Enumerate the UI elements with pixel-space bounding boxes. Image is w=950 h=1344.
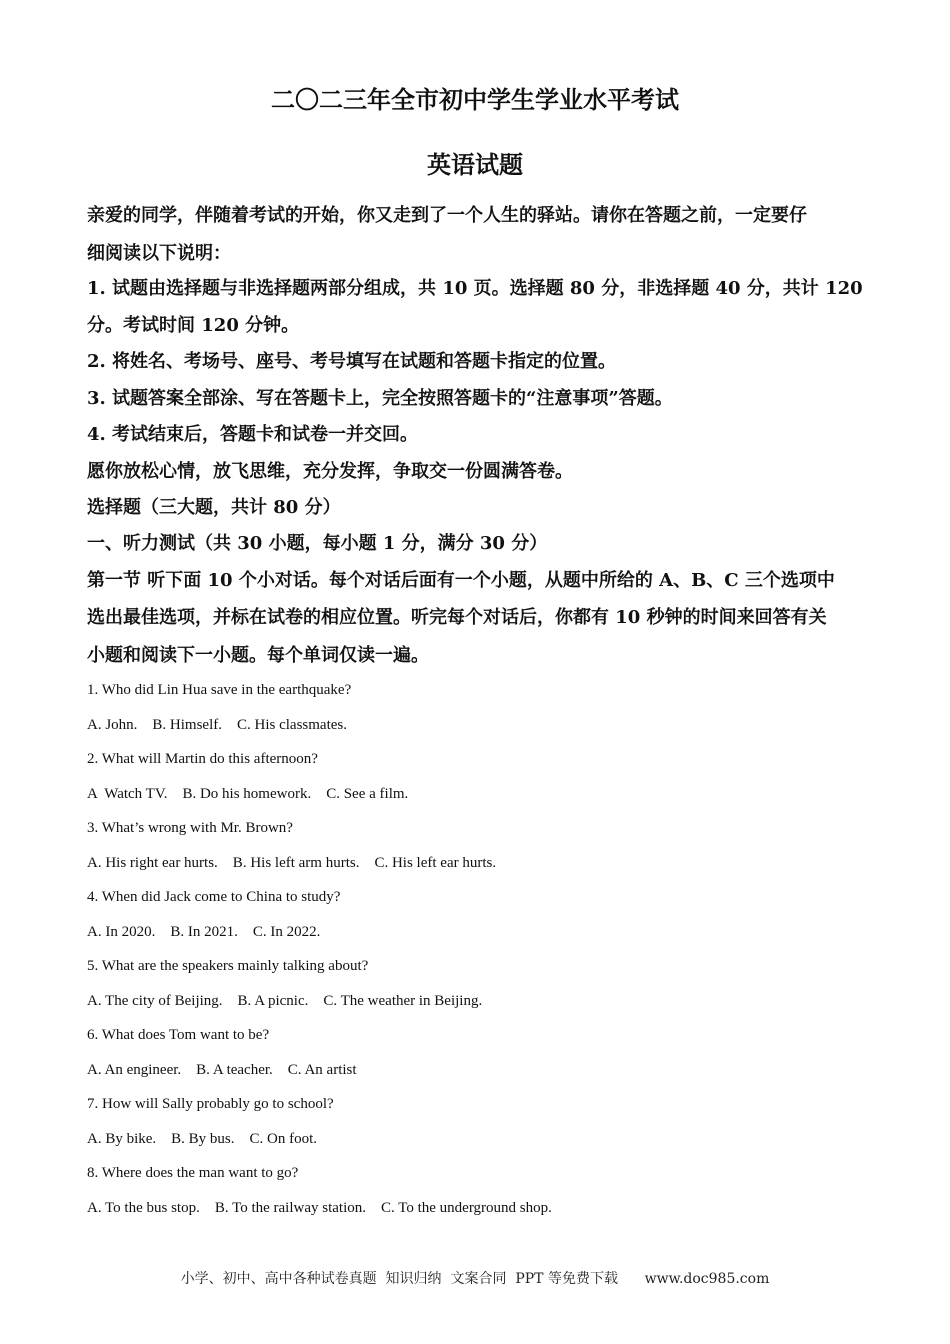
instructions-item2: 2. 将姓名、考场号、座号、考号填写在试题和答题卡指定的位置。: [87, 351, 617, 372]
question-2-options: A Watch TV. B. Do his homework. C. See a film.: [87, 786, 409, 802]
subject-title: 英语试题: [427, 150, 523, 179]
instructions-greeting-line2: 细阅读以下说明：: [87, 243, 231, 264]
question-4: 4. When did Jack come to China to study?: [87, 889, 341, 905]
question-5: 5. What are the speakers mainly talking about?: [87, 958, 369, 974]
listening-sub-instruction-line1: 第一节 听下面 10 个小对话。每个对话后面有一个小题，从题中所给的 A、B、C 三个选项中: [87, 570, 835, 591]
question-5-options: A. The city of Beijing. B. A picnic. C. The weather in Beijing.: [87, 993, 483, 1009]
question-6-options: A. An engineer. B. A teacher. C. An artist: [87, 1062, 357, 1078]
question-2: 2. What will Martin do this afternoon?: [87, 751, 318, 767]
exam-title: 二〇二三年全市初中学生学业水平考试: [271, 85, 679, 114]
question-8-options: A. To the bus stop. B. To the railway station. C. To the underground shop.: [87, 1200, 552, 1216]
instructions-item3: 3. 试题答案全部涂、写在答题卡上，完全按照答题卡的“注意事项”答题。: [87, 388, 673, 409]
question-6: 6. What does Tom want to be?: [87, 1027, 270, 1043]
instructions-greeting-line1: 亲爱的同学，伴随着考试的开始，你又走到了一个人生的驿站。请你在答题之前，一定要仔: [87, 205, 807, 226]
instructions-wish: 愿你放松心情，放飞思维，充分发挥，争取交一份圆满答卷。: [87, 461, 573, 482]
page-footer: 小学、初中、高中各种试卷真题 知识归纳 文案合同 PPT 等免费下载 www.doc985.com: [180, 1271, 770, 1287]
instructions-item1-line1: 1. 试题由选择题与非选择题两部分组成，共 10 页。选择题 80 分，非选择题 40 分，共计 120: [87, 278, 863, 299]
listening-sub-instruction-line3: 小题和阅读下一小题。每个单词仅读一遍。: [87, 645, 429, 666]
instructions-item1-line2: 分。考试时间 120 分钟。: [87, 315, 300, 336]
listening-sub-instruction-line2: 选出最佳选项，并标在试卷的相应位置。听完每个对话后，你都有 10 秒钟的时间来回答有关: [87, 607, 827, 628]
question-7-options: A. By bike. B. By bus. C. On foot.: [87, 1131, 318, 1147]
question-1: 1. Who did Lin Hua save in the earthquake?: [87, 682, 352, 698]
question-8: 8. Where does the man want to go?: [87, 1165, 299, 1181]
choice-section-header: 选择题（三大题，共计 80 分）: [87, 497, 341, 518]
question-4-options: A. In 2020. B. In 2021. C. In 2022.: [87, 924, 321, 940]
question-1-options: A. John. B. Himself. C. His classmates.: [87, 717, 347, 733]
listening-part-header: 一、听力测试（共 30 小题，每小题 1 分，满分 30 分）: [87, 533, 548, 554]
question-3: 3. What’s wrong with Mr. Brown?: [87, 820, 293, 836]
question-7: 7. How will Sally probably go to school?: [87, 1096, 334, 1112]
instructions-item4: 4. 考试结束后，答题卡和试卷一并交回。: [87, 424, 419, 445]
question-3-options: A. His right ear hurts. B. His left arm hurts. C. His left ear hurts.: [87, 855, 497, 871]
